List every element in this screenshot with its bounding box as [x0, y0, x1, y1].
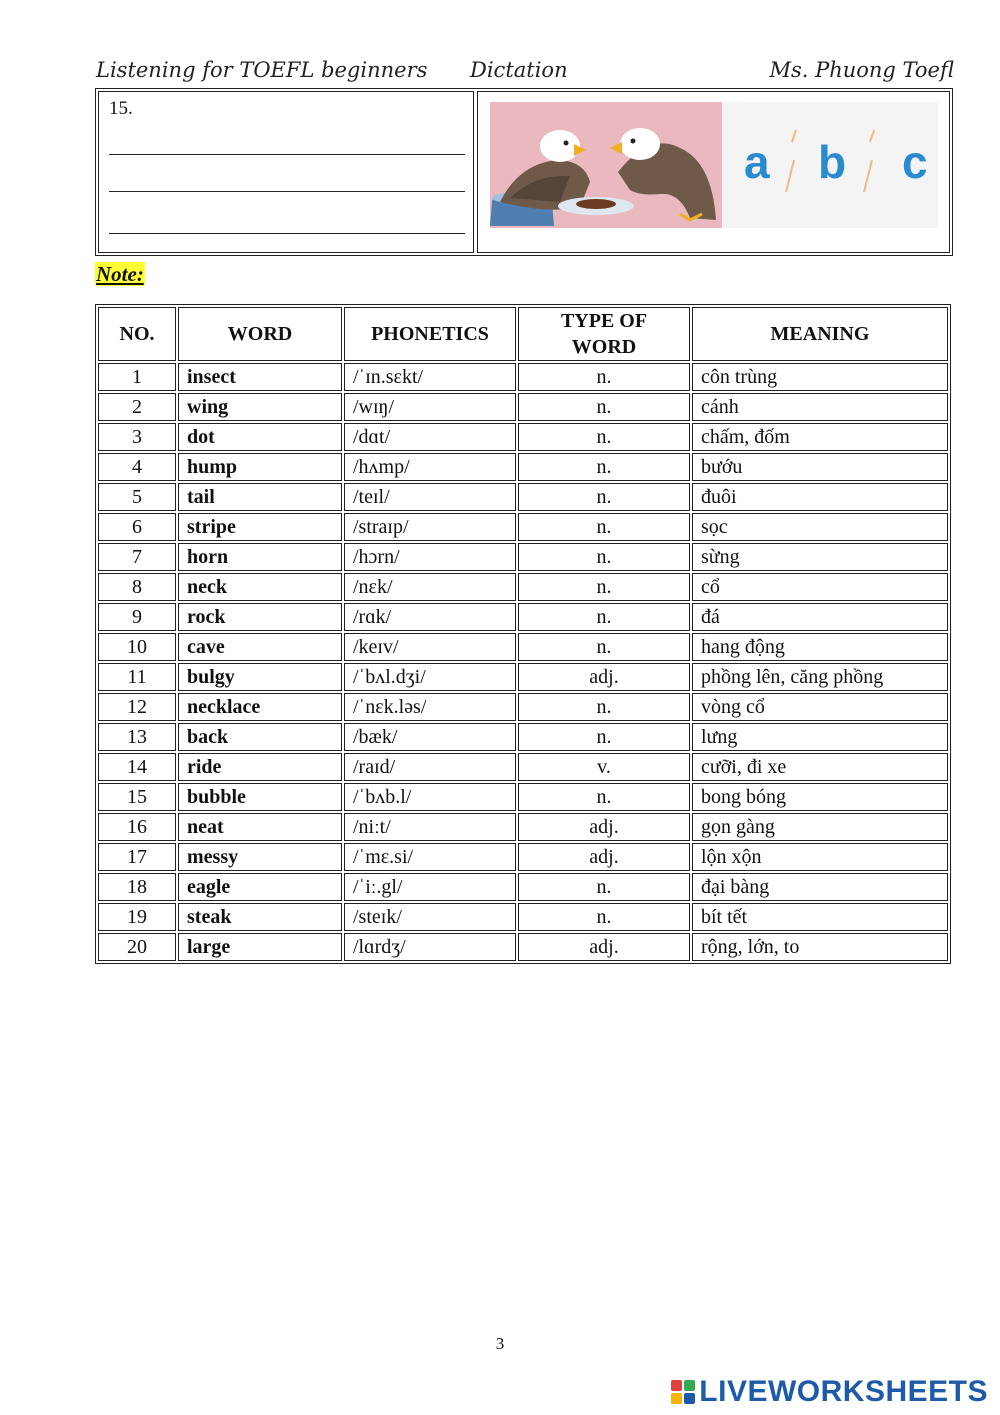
row-phonetics: /dɑt/: [344, 423, 516, 451]
row-phonetics: /teɪl/: [344, 483, 516, 511]
row-phonetics: /wɪŋ/: [344, 393, 516, 421]
dictation-picture-cell: [477, 91, 950, 253]
row-type: n.: [518, 603, 690, 631]
table-row: [98, 513, 948, 541]
row-meaning: cưỡi, đi xe: [692, 753, 948, 781]
row-word: rock: [178, 603, 342, 631]
row-number: 1: [98, 363, 176, 391]
row-meaning: cổ: [692, 573, 948, 601]
row-type: adj.: [518, 813, 690, 841]
table-row: [98, 873, 948, 901]
row-word: hump: [178, 453, 342, 481]
row-word: stripe: [178, 513, 342, 541]
row-number: 7: [98, 543, 176, 571]
row-type: n.: [518, 573, 690, 601]
row-meaning: rộng, lớn, to: [692, 933, 948, 961]
row-number: 3: [98, 423, 176, 451]
row-meaning: gọn gàng: [692, 813, 948, 841]
row-type: v.: [518, 753, 690, 781]
table-row: [98, 423, 948, 451]
row-type: n.: [518, 693, 690, 721]
row-word: horn: [178, 543, 342, 571]
row-number: 16: [98, 813, 176, 841]
row-meaning: lộn xộn: [692, 843, 948, 871]
table-row: [98, 753, 948, 781]
row-number: 18: [98, 873, 176, 901]
row-word: steak: [178, 903, 342, 931]
header-type: TYPE OF WORD: [518, 307, 690, 361]
row-number: 10: [98, 633, 176, 661]
row-word: insect: [178, 363, 342, 391]
row-phonetics: /ˈɪn.sɛkt/: [344, 363, 516, 391]
row-number: 11: [98, 663, 176, 691]
row-number: 8: [98, 573, 176, 601]
row-word: neck: [178, 573, 342, 601]
course-title: Listening for TOEFL beginners: [96, 58, 428, 82]
row-phonetics: /keɪv/: [344, 633, 516, 661]
row-meaning: bít tết: [692, 903, 948, 931]
row-number: 14: [98, 753, 176, 781]
header-phonetics: PHONETICS: [344, 307, 516, 361]
row-type: adj.: [518, 843, 690, 871]
row-type: adj.: [518, 663, 690, 691]
row-phonetics: /ˈmɛ.si/: [344, 843, 516, 871]
row-type: n.: [518, 363, 690, 391]
row-phonetics: /raɪd/: [344, 753, 516, 781]
row-number: 6: [98, 513, 176, 541]
row-type: n.: [518, 543, 690, 571]
answer-line[interactable]: [109, 154, 465, 155]
page-number: 3: [495, 1334, 505, 1353]
table-row: [98, 393, 948, 421]
row-meaning: lưng: [692, 723, 948, 751]
row-phonetics: /ˈiː.gl/: [344, 873, 516, 901]
liveworksheets-logo: [671, 1375, 988, 1409]
row-meaning: bướu: [692, 453, 948, 481]
row-word: wing: [178, 393, 342, 421]
row-type: n.: [518, 723, 690, 751]
note-label: Note:: [96, 262, 144, 286]
section-title: Dictation: [470, 58, 568, 82]
row-meaning: cánh: [692, 393, 948, 421]
row-word: necklace: [178, 693, 342, 721]
dictation-answer-area: [98, 91, 474, 253]
row-number: 15: [98, 783, 176, 811]
header-no: NO.: [98, 307, 176, 361]
row-phonetics: /nɛk/: [344, 573, 516, 601]
row-number: 5: [98, 483, 176, 511]
table-row: [98, 573, 948, 601]
row-type: n.: [518, 483, 690, 511]
row-number: 17: [98, 843, 176, 871]
row-type: n.: [518, 453, 690, 481]
row-number: 13: [98, 723, 176, 751]
table-row: [98, 723, 948, 751]
row-phonetics: /straɪp/: [344, 513, 516, 541]
table-row: [98, 903, 948, 931]
row-meaning: phồng lên, căng phồng: [692, 663, 948, 691]
row-type: adj.: [518, 933, 690, 961]
row-meaning: đại bàng: [692, 873, 948, 901]
row-number: 9: [98, 603, 176, 631]
row-number: 19: [98, 903, 176, 931]
vocabulary-table: [95, 304, 951, 964]
answer-line[interactable]: [109, 233, 465, 234]
table-row: [98, 693, 948, 721]
row-word: large: [178, 933, 342, 961]
table-row: [98, 933, 948, 961]
table-row: [98, 543, 948, 571]
row-phonetics: /bæk/: [344, 723, 516, 751]
logo-icon: [671, 1380, 695, 1404]
table-header-row: [98, 307, 948, 361]
row-number: 2: [98, 393, 176, 421]
table-row: [98, 633, 948, 661]
row-number: 20: [98, 933, 176, 961]
row-type: n.: [518, 633, 690, 661]
row-phonetics: /ˈnɛk.ləs/: [344, 693, 516, 721]
dictation-number: 15.: [109, 98, 133, 119]
row-word: bubble: [178, 783, 342, 811]
row-meaning: đá: [692, 603, 948, 631]
row-meaning: đuôi: [692, 483, 948, 511]
row-type: n.: [518, 513, 690, 541]
row-phonetics: /rɑk/: [344, 603, 516, 631]
row-word: bulgy: [178, 663, 342, 691]
row-meaning: vòng cổ: [692, 693, 948, 721]
table-row: [98, 783, 948, 811]
table-row: [98, 603, 948, 631]
row-meaning: hang động: [692, 633, 948, 661]
answer-line[interactable]: [109, 191, 465, 192]
page-header: [96, 58, 954, 88]
table-row: [98, 363, 948, 391]
row-number: 12: [98, 693, 176, 721]
row-phonetics: /hʌmp/: [344, 453, 516, 481]
logo-text: LIVEWORKSHEETS: [699, 1375, 988, 1408]
row-phonetics: /lɑrdʒ/: [344, 933, 516, 961]
row-type: n.: [518, 393, 690, 421]
row-word: tail: [178, 483, 342, 511]
table-row: [98, 663, 948, 691]
row-meaning: chấm, đốm: [692, 423, 948, 451]
table-row: [98, 453, 948, 481]
row-phonetics: /niːt/: [344, 813, 516, 841]
row-phonetics: /ˈbʌb.l/: [344, 783, 516, 811]
row-word: cave: [178, 633, 342, 661]
dictation-box: [95, 88, 953, 256]
row-meaning: bong bóng: [692, 783, 948, 811]
row-meaning: sừng: [692, 543, 948, 571]
author-name: Ms. Phuong Toefl: [769, 58, 954, 82]
row-word: ride: [178, 753, 342, 781]
letter-b: b: [818, 136, 847, 188]
row-phonetics: /hɔrn/: [344, 543, 516, 571]
letter-c: c: [902, 136, 928, 188]
eagles-steak-illustration: [490, 102, 938, 230]
row-type: n.: [518, 903, 690, 931]
table-row: [98, 813, 948, 841]
row-word: neat: [178, 813, 342, 841]
row-phonetics: /steɪk/: [344, 903, 516, 931]
row-word: back: [178, 723, 342, 751]
row-meaning: sọc: [692, 513, 948, 541]
row-meaning: côn trùng: [692, 363, 948, 391]
row-word: eagle: [178, 873, 342, 901]
letter-a: a: [744, 136, 770, 188]
table-row: [98, 483, 948, 511]
steak-icon: [576, 199, 616, 209]
row-type: n.: [518, 423, 690, 451]
row-number: 4: [98, 453, 176, 481]
row-word: messy: [178, 843, 342, 871]
row-type: n.: [518, 783, 690, 811]
row-word: dot: [178, 423, 342, 451]
row-phonetics: /ˈbʌl.dʒi/: [344, 663, 516, 691]
header-meaning: MEANING: [692, 307, 948, 361]
table-row: [98, 843, 948, 871]
row-type: n.: [518, 873, 690, 901]
header-word: WORD: [178, 307, 342, 361]
